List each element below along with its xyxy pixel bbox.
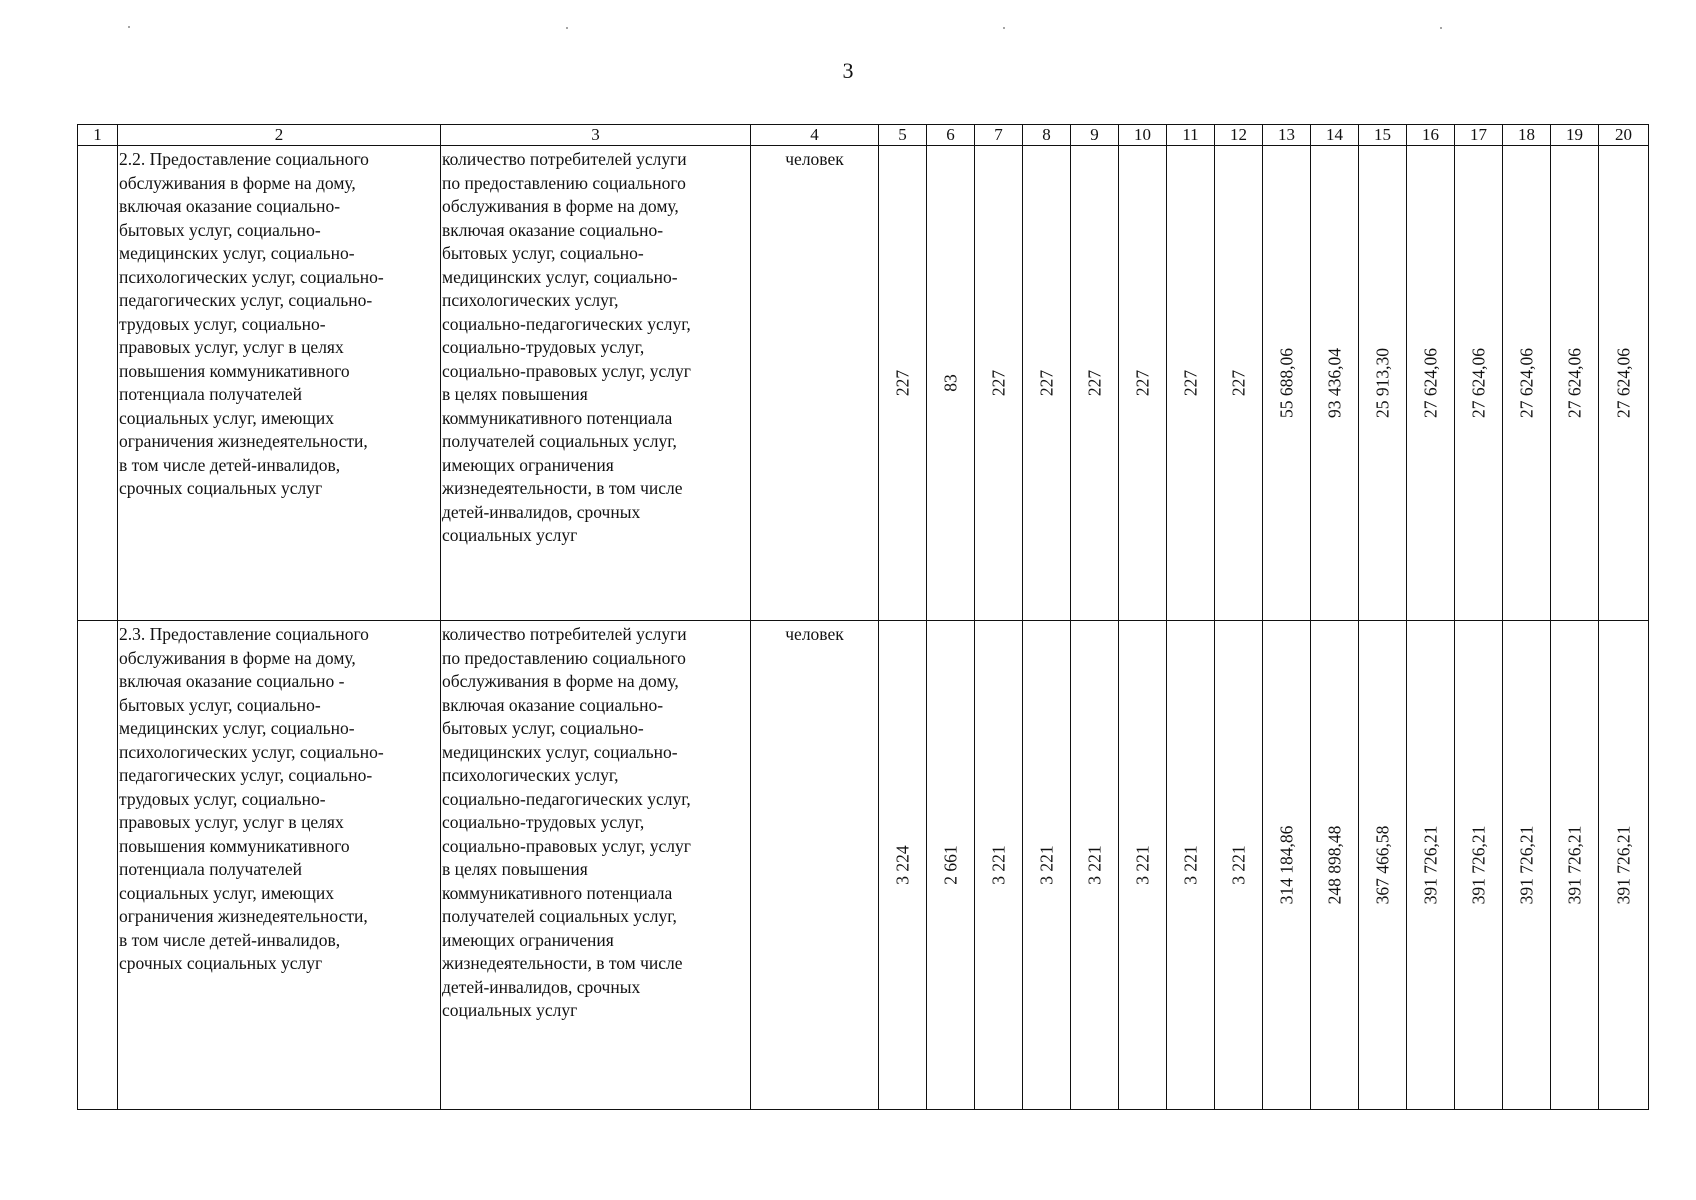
value-cell	[1023, 621, 1071, 1110]
value-text: 3 221	[1132, 845, 1152, 885]
service-name: 2.2. Предоставление социального обслуживания в форме на дому, включая оказание социально- бытовых услуг, социально- медицинских услуг, социально- психологических услуг, социально- педагогических услуг, социально- трудовых услуг, социально- правовых услуг, услуг в целях повышения коммуникативного потенциала получателей социальных услуг, имеющих ограничения жизнедеятельности, в том числе детей-инвалидов, срочных социальных услуг	[119, 149, 384, 498]
value-cell	[1023, 146, 1071, 621]
value-text: 3 221	[1036, 845, 1056, 885]
column-number: 19	[1551, 125, 1599, 146]
value-text: 93 436,04	[1324, 348, 1344, 418]
unit-text: человек	[785, 149, 844, 169]
value-text: 27 624,06	[1564, 348, 1584, 418]
column-number: 8	[1023, 125, 1071, 146]
value-text: 27 624,06	[1468, 348, 1488, 418]
unit-cell	[751, 621, 879, 1110]
value-cell	[1455, 146, 1503, 621]
value-cell	[1599, 146, 1649, 621]
value-cell	[1167, 621, 1215, 1110]
value-cell	[1311, 621, 1359, 1110]
value-cell	[1311, 146, 1359, 621]
column-number: 11	[1167, 125, 1215, 146]
column-number: 14	[1311, 125, 1359, 146]
page-number: 3	[842, 58, 854, 83]
value-text: 55 688,06	[1276, 348, 1296, 418]
value-text: 2 661	[940, 845, 960, 885]
column-number: 9	[1071, 125, 1119, 146]
value-text: 391 726,21	[1613, 825, 1633, 905]
value-cell	[927, 621, 975, 1110]
value-text: 367 466,58	[1372, 825, 1392, 905]
column-number: 16	[1407, 125, 1455, 146]
value-text: 314 184,86	[1276, 825, 1296, 905]
value-cell	[1407, 621, 1455, 1110]
value-text: 227	[1228, 369, 1248, 397]
service-name-cell	[118, 621, 441, 1110]
value-text: 227	[892, 369, 912, 397]
indicator-cell	[441, 146, 751, 621]
value-cell	[1119, 621, 1167, 1110]
column-number: 12	[1215, 125, 1263, 146]
value-cell	[1407, 146, 1455, 621]
value-text: 391 726,21	[1468, 825, 1488, 905]
unit-text: человек	[785, 624, 844, 644]
unit-cell	[751, 146, 879, 621]
value-cell	[1071, 621, 1119, 1110]
row-index-cell	[78, 621, 118, 1110]
value-text: 3 221	[1084, 845, 1104, 885]
value-text: 391 726,21	[1564, 825, 1584, 905]
value-text: 391 726,21	[1420, 825, 1440, 905]
service-name-cell	[118, 146, 441, 621]
value-cell	[975, 146, 1023, 621]
value-text: 227	[1180, 369, 1200, 397]
indicator-cell	[441, 621, 751, 1110]
value-cell	[1071, 146, 1119, 621]
indicator-text: количество потребителей услуги по предоставлению социального обслуживания в форме на дому, включая оказание социально- бытовых услуг, социально- медицинских услуг, социально- психологических услуг, социально-педагогических услуг, социально-трудовых услуг, социально-правовых услуг, услуг в целях повышения коммуникативного потенциала получателей социальных услуг, имеющих ограничения жизнедеятельности, в том числе детей-инвалидов, срочных социальных услуг	[442, 149, 691, 545]
column-number: 17	[1455, 125, 1503, 146]
column-number: 2	[118, 125, 441, 146]
value-text: 83	[940, 374, 960, 392]
value-cell	[1359, 146, 1407, 621]
value-cell	[975, 621, 1023, 1110]
value-cell	[1263, 621, 1311, 1110]
column-number: 3	[441, 125, 751, 146]
value-text: 248 898,48	[1324, 825, 1344, 905]
value-cell	[879, 621, 927, 1110]
value-cell	[1551, 146, 1599, 621]
column-number: 10	[1119, 125, 1167, 146]
value-cell	[927, 146, 975, 621]
value-cell	[1215, 146, 1263, 621]
row-index-cell	[78, 146, 118, 621]
column-number: 18	[1503, 125, 1551, 146]
column-number-row	[78, 125, 1649, 146]
value-text: 227	[1036, 369, 1056, 397]
table-row	[78, 621, 1649, 1110]
services-table	[77, 124, 1649, 1110]
value-cell	[1455, 621, 1503, 1110]
indicator-text: количество потребителей услуги по предоставлению социального обслуживания в форме на дому, включая оказание социально- бытовых услуг, социально- медицинских услуг, социально- психологических услуг, социально-педагогических услуг, социально-трудовых услуг, социально-правовых услуг, услуг в целях повышения коммуникативного потенциала получателей социальных услуг, имеющих ограничения жизнедеятельности, в том числе детей-инвалидов, срочных социальных услуг	[442, 624, 691, 1020]
column-number: 1	[78, 125, 118, 146]
column-number: 7	[975, 125, 1023, 146]
column-number: 4	[751, 125, 879, 146]
value-cell	[1551, 621, 1599, 1110]
value-text: 25 913,30	[1372, 348, 1392, 418]
column-number: 13	[1263, 125, 1311, 146]
value-cell	[1167, 146, 1215, 621]
value-cell	[879, 146, 927, 621]
value-cell	[1215, 621, 1263, 1110]
value-text: 227	[1084, 369, 1104, 397]
value-text: 3 221	[988, 845, 1008, 885]
value-text: 3 221	[1228, 845, 1248, 885]
value-cell	[1263, 146, 1311, 621]
value-text: 27 624,06	[1613, 348, 1633, 418]
table-row	[78, 146, 1649, 621]
value-text: 227	[988, 369, 1008, 397]
column-number: 15	[1359, 125, 1407, 146]
column-number: 5	[879, 125, 927, 146]
value-cell	[1599, 621, 1649, 1110]
value-cell	[1503, 146, 1551, 621]
value-cell	[1359, 621, 1407, 1110]
value-cell	[1119, 146, 1167, 621]
value-text: 227	[1132, 369, 1152, 397]
value-cell	[1503, 621, 1551, 1110]
column-number: 6	[927, 125, 975, 146]
value-text: 3 221	[1180, 845, 1200, 885]
value-text: 3 224	[892, 845, 912, 885]
column-number: 20	[1599, 125, 1649, 146]
service-name: 2.3. Предоставление социального обслуживания в форме на дому, включая оказание социально - бытовых услуг, социально- медицинских услуг, социально- психологических услуг, социально- педагогических услуг, социально- трудовых услуг, социально- правовых услуг, услуг в целях повышения коммуникативного потенциала получателей социальных услуг, имеющих ограничения жизнедеятельности, в том числе детей-инвалидов, срочных социальных услуг	[119, 624, 384, 973]
value-text: 27 624,06	[1420, 348, 1440, 418]
value-text: 27 624,06	[1516, 348, 1536, 418]
value-text: 391 726,21	[1516, 825, 1536, 905]
